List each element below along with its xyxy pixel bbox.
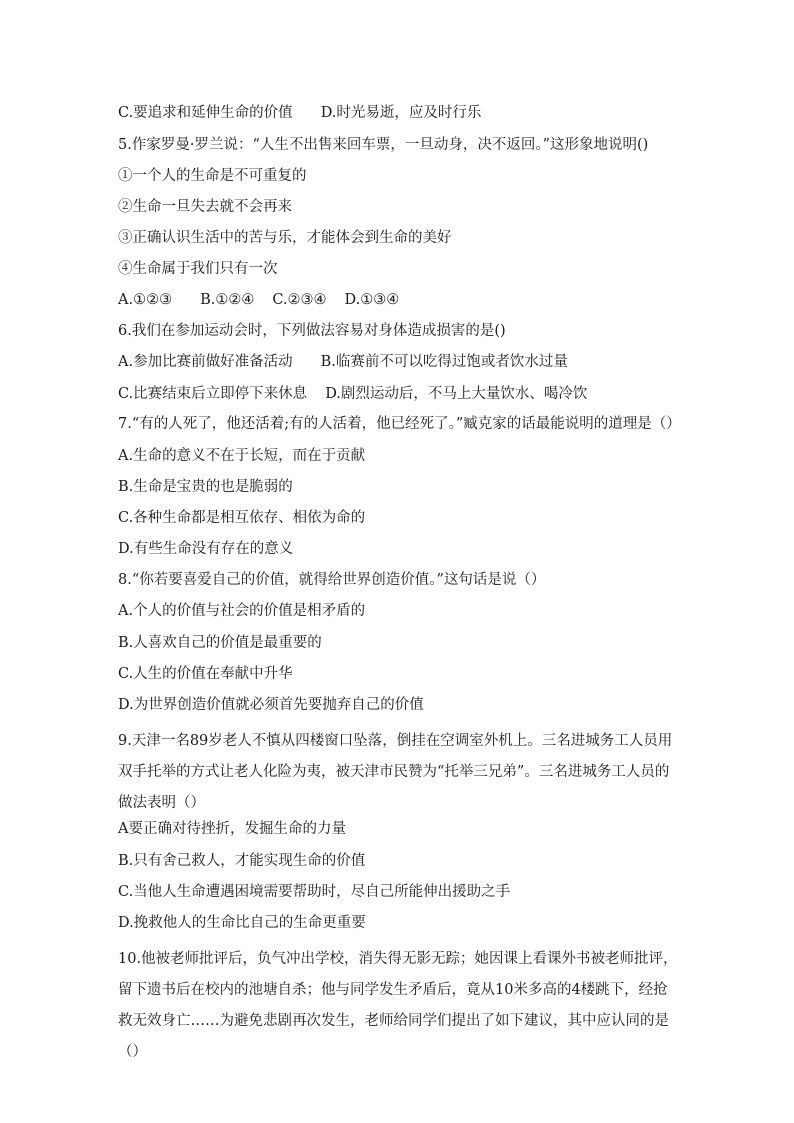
q6-option-c: C.比赛结束后立即停下来休息 [118, 386, 308, 402]
q6-option-b: B.临赛前不可以吃得过饱或者饮水过量 [320, 354, 568, 370]
q5-item-2: ②生命一旦失去就不会再来 [118, 199, 292, 215]
q6-options-ab [118, 352, 568, 372]
q9-option-b: B.只有舍己救人，才能实现生命的价值 [118, 853, 366, 869]
q10-stem: 10.他被老师批评后，负气冲出学校，消失得无影无踪；她因课上看课外书被老师批评，留下遗书后在校内的池塘自杀；他与同学发生矛盾后，竟从10米多高的4楼跳下，经抢救无效身亡……为避免悲剧再次发生，老师给同学们提出了如下建议，其中应认同的是（） [118, 951, 678, 1060]
q5-option-a: A.①②③ [118, 292, 173, 308]
q9-stem: 9.天津一名89岁老人不慎从四楼窗口坠落，倒挂在空调室外机上。三名进城务工人员用双手托举的方式让老人化险为夷，被天津市民赞为“托举三兄弟”。三名进城务工人员的做法表明（） [118, 733, 673, 811]
q7-option-c: C.各种生命都是相互依存、相依为命的 [118, 510, 366, 526]
q8-stem: 8.“你若要喜爱自己的价值，就得给世界创造价值。”这句话是说（） [118, 572, 546, 588]
q5-option-c: C.②③④ [272, 292, 327, 308]
q8-option-c: C.人生的价值在奉献中升华 [118, 666, 293, 682]
q7-option-b: B.生命是宝贵的也是脆弱的 [118, 479, 293, 495]
q5-options [118, 290, 399, 310]
q4-options-cd [118, 103, 481, 123]
q7-option-d: D.有些生命没有存在的意义 [118, 541, 294, 557]
q9-option-a: A要正确对待挫折，发掘生命的力量 [118, 821, 346, 837]
q5-stem: 5.作家罗曼·罗兰说：“人生不出售来回车票，一旦动身，决不返回。”这形象地说明() [118, 137, 649, 153]
q5-option-b: B.①②④ [200, 292, 255, 308]
q5-item-4: ④生命属于我们只有一次 [118, 261, 278, 277]
q8-option-b: B.人喜欢自己的价值是最重要的 [118, 635, 322, 651]
q9-option-d: D.挽救他人的生命比自己的生命更重要 [118, 915, 366, 931]
q8-option-a: A.个人的价值与社会的价值是相矛盾的 [118, 603, 366, 619]
q4-option-c: C.要追求和延伸生命的价值 [118, 105, 293, 121]
q6-options-cd [118, 384, 587, 404]
q6-stem: 6.我们在参加运动会时，下列做法容易对身体造成损害的是() [118, 323, 506, 339]
q5-item-3: ③正确认识生活中的苦与乐，才能体会到生命的美好 [118, 230, 452, 246]
q7-option-a: A.生命的意义不在于长短，而在于贡献 [118, 448, 366, 464]
q5-option-d: D.①③④ [344, 292, 400, 308]
q9-option-c: C.当他人生命遭遇困境需要帮助时，尽自己所能伸出援助之手 [118, 884, 511, 900]
q8-option-d: D.为世界创造价值就必须首先要抛弃自己的价值 [118, 697, 424, 713]
q5-item-1: ①一个人的生命是不可重复的 [118, 168, 307, 184]
q7-stem: 7.“有的人死了，他还活着;有的人活着，他已经死了。”臧克家的话最能说明的道理是（） [118, 416, 681, 432]
q6-option-d: D.剧烈运动后，不马上大量饮水、喝冷饮 [325, 386, 588, 402]
q4-option-d: D.时光易逝，应及时行乐 [320, 105, 482, 121]
q6-option-a: A.参加比赛前做好准备活动 [118, 354, 293, 370]
